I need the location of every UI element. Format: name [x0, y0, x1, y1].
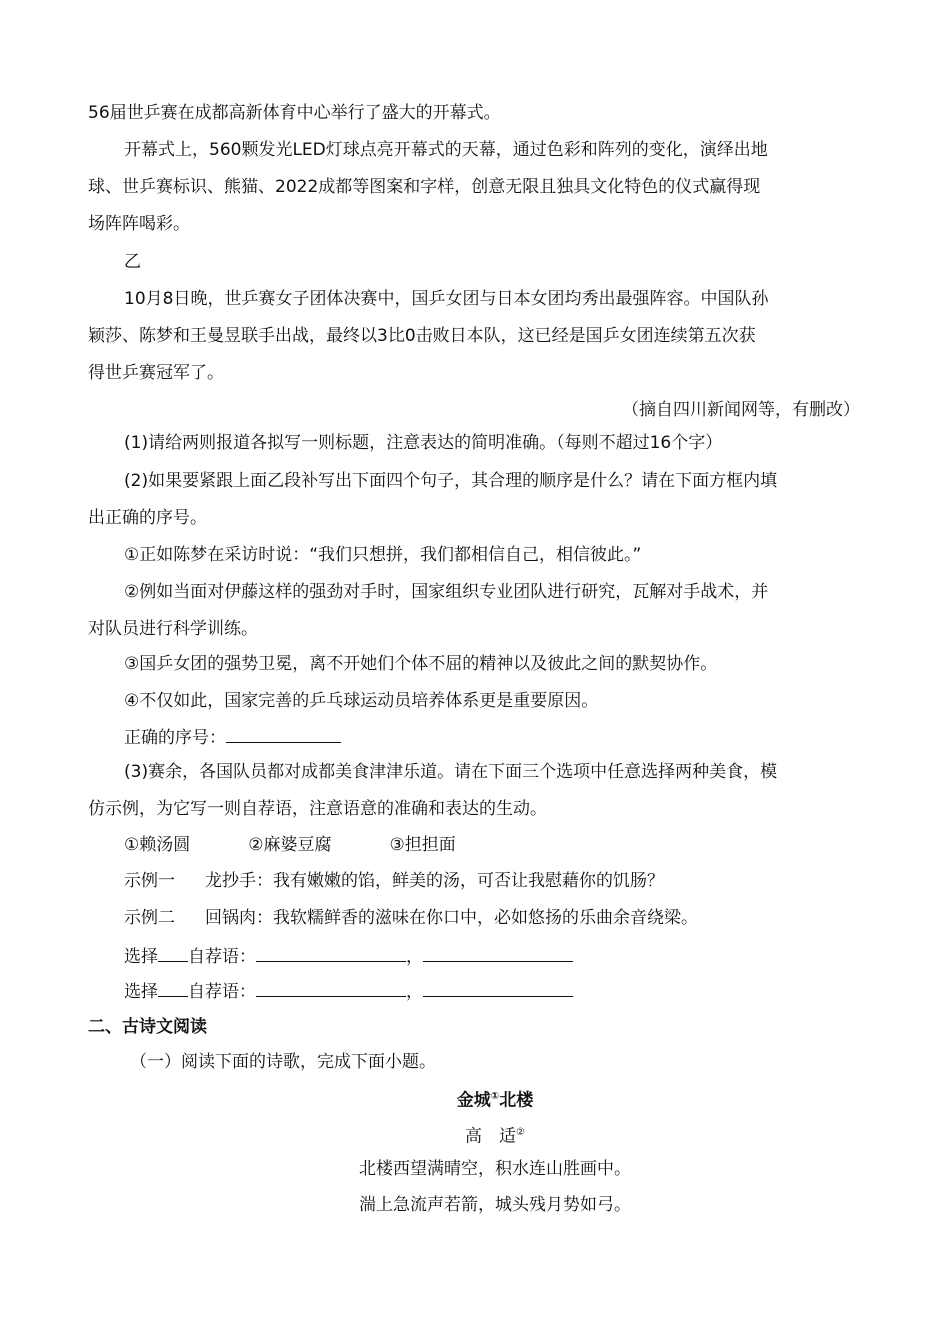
option-2: ②麻婆豆腐: [248, 835, 332, 855]
choose-label: 选择: [124, 947, 158, 967]
comma: ，: [406, 982, 423, 1002]
sentence-2: ②例如当面对伊藤这样的强劲对手时，国家组织专业团队进行研究，瓦解对手战术，并: [124, 582, 769, 602]
poem-line: 湍上急流声若箭，城头残月势如弓。: [359, 1195, 631, 1215]
example-1: [124, 869, 899, 893]
section-heading: 二、古诗文阅读: [88, 1017, 207, 1037]
option-3: ③担担面: [389, 835, 456, 855]
example-2: [124, 906, 899, 930]
comma: ，: [406, 947, 423, 967]
passage-line: 颖莎、陈梦和王曼昱联手出战，最终以3比0击败日本队，这已经是国乒女团连续第五次获: [88, 326, 756, 346]
question-1: (1)请给两则报道各拟写一则标题，注意表达的简明准确。（每则不超过16个字）: [124, 433, 723, 453]
recommend-label: 自荐语：: [188, 947, 256, 967]
passage-line: 场阵阵喝彩。: [88, 214, 190, 234]
poem-title: [0, 1085, 950, 1113]
food-options: [124, 833, 899, 857]
answer-row: [124, 724, 899, 750]
sentence-4: ④不仅如此，国家完善的乒乓球运动员培养体系更是重要原因。: [124, 691, 599, 711]
poem-title-tail: 北楼: [499, 1090, 534, 1111]
question-2-cont: 出正确的序号。: [88, 508, 207, 528]
poem-title-text: 金城: [456, 1090, 491, 1111]
passage-line: 球、世乒赛标识、熊猫、2022成都等图案和字样，创意无限且独具文化特色的仪式赢得现: [88, 177, 761, 197]
choose-blank[interactable]: [158, 943, 188, 962]
example-1-text: 龙抄手：我有嫩嫩的馅，鲜美的汤，可否让我慰藉你的饥肠？: [205, 871, 664, 891]
author-name: 高 适: [465, 1126, 517, 1147]
recommend-blank[interactable]: [423, 978, 573, 997]
example-1-label: 示例一: [124, 871, 175, 891]
footnote-marker: ②: [516, 1127, 525, 1138]
section-label-yi: 乙: [124, 252, 141, 272]
question-3-cont: 仿示例，为它写一则自荐语，注意语意的准确和表达的生动。: [88, 799, 547, 819]
passage-line: 10月8日晚，世乒赛女子团体决赛中，国乒女团与日本女团均秀出最强阵容。中国队孙: [124, 289, 769, 309]
answer-row-1: [124, 943, 899, 969]
answer-label: 正确的序号：: [124, 728, 226, 748]
question-2: (2)如果要紧跟上面乙段补写出下面四个句子，其合理的顺序是什么？请在下面方框内填: [124, 471, 778, 491]
choose-blank[interactable]: [158, 978, 188, 997]
sentence-1: ①正如陈梦在采访时说：“我们只想拼，我们都相信自己，相信彼此。”: [124, 545, 642, 565]
answer-blank[interactable]: [226, 724, 341, 743]
sentence-2-cont: 对队员进行科学训练。: [88, 619, 258, 639]
recommend-blank[interactable]: [423, 943, 573, 962]
passage-line: 开幕式上，560颗发光LED灯球点亮开幕式的天幕，通过色彩和阵列的变化，演绎出地: [124, 140, 768, 160]
poem-author: [0, 1121, 950, 1149]
sentence-3: ③国乒女团的强势卫冕，离不开她们个体不屈的精神以及彼此之间的默契协作。: [124, 654, 718, 674]
choose-label: 选择: [124, 982, 158, 1002]
answer-row-2: [124, 978, 899, 1004]
footnote-marker: ①: [490, 1091, 500, 1102]
poem-line: 北楼西望满晴空，积水连山胜画中。: [359, 1159, 631, 1179]
option-1: ①赖汤圆: [124, 835, 191, 855]
example-2-label: 示例二: [124, 908, 175, 928]
recommend-label: 自荐语：: [188, 982, 256, 1002]
source-citation: （摘自四川新闻网等，有删改）: [622, 400, 860, 420]
example-2-text: 回锅肉：我软糯鲜香的滋味在你口中，必如悠扬的乐曲余音绕梁。: [205, 908, 698, 928]
section-subheading: （一）阅读下面的诗歌，完成下面小题。: [130, 1052, 436, 1072]
passage-line: 得世乒赛冠军了。: [88, 363, 224, 383]
recommend-blank[interactable]: [256, 943, 406, 962]
recommend-blank[interactable]: [256, 978, 406, 997]
question-3: (3)赛余，各国队员都对成都美食津津乐道。请在下面三个选项中任意选择两种美食，模: [124, 762, 778, 782]
passage-line: 56届世乒赛在成都高新体育中心举行了盛大的开幕式。: [88, 103, 501, 123]
